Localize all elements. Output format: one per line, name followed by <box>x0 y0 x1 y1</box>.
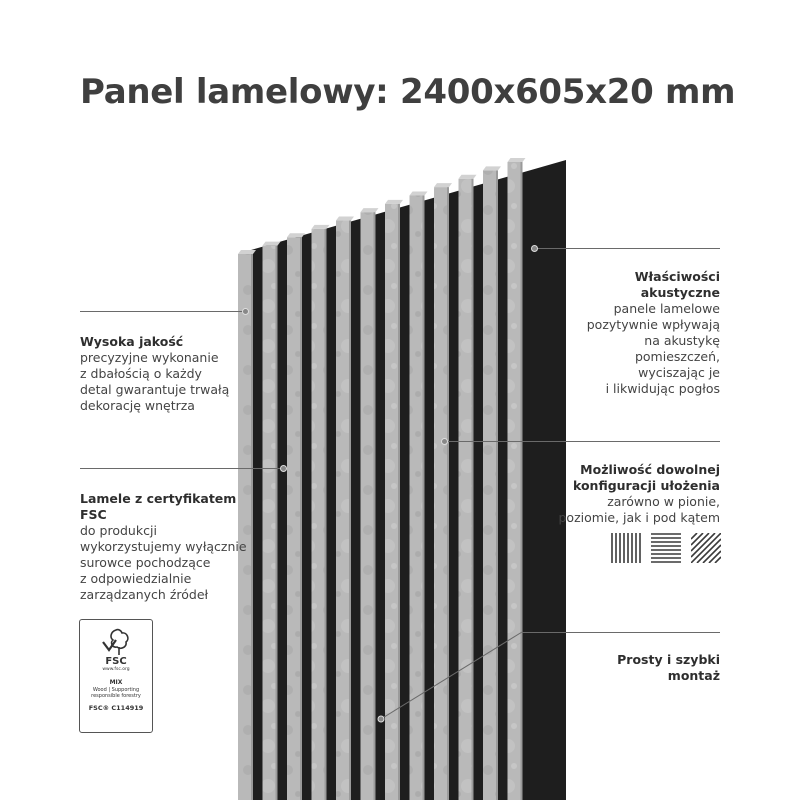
feature-acoustic-line: wyciszając je <box>638 365 720 380</box>
fsc-code: FSC® C114919 <box>88 704 144 712</box>
fsc-tree-checkmark-icon <box>99 626 133 656</box>
fsc-mix: MIX <box>109 679 123 686</box>
fsc-certificate-label <box>79 619 153 733</box>
fsc-url: www.fsc.org <box>102 667 130 672</box>
feature-acoustic-line: pozytywnie wpływają <box>586 317 720 332</box>
feature-acoustic-heading: akustyczne <box>640 285 720 300</box>
feature-mounting-heading: Prosty i szybki <box>617 652 720 667</box>
feature-configuration <box>559 462 721 526</box>
feature-fsc-line: surowce pochodzące <box>80 555 211 570</box>
page-title: Panel lamelowy: 2400x605x20 mm <box>80 72 736 112</box>
feature-acoustic-heading: Właściwości <box>634 269 720 284</box>
feature-fsc-line: z odpowiedzialnie <box>80 571 192 586</box>
feature-configuration-line: poziomie, jak i pod kątem <box>558 510 720 525</box>
fsc-line2: responsible forestry <box>91 693 141 699</box>
feature-quality <box>80 334 229 414</box>
feature-fsc-slats <box>80 491 247 603</box>
feature-configuration-line: zarówno w pionie, <box>607 494 720 509</box>
feature-fsc-line: do produkcji <box>80 523 157 538</box>
feature-fsc-line: wykorzystujemy wyłącznie <box>80 539 247 554</box>
feature-fsc-heading: FSC <box>80 507 107 522</box>
feature-acoustic-line: na akustykę <box>644 333 720 348</box>
horizontal-stripes-icon <box>651 534 681 562</box>
fsc-logo-text: FSC <box>105 656 127 667</box>
feature-quality-line: detal gwarantuje trwałą <box>80 382 230 397</box>
layout-pattern-icons <box>611 533 721 565</box>
feature-quality-line: dekorację wnętrza <box>80 398 195 413</box>
feature-acoustic-line: i likwidując pogłos <box>605 381 720 396</box>
feature-configuration-heading: Możliwość dowolnej <box>580 462 720 477</box>
feature-acoustic <box>587 269 720 397</box>
fsc-line1: Wood | Supporting <box>92 687 140 693</box>
feature-fsc-line: zarządzanych źródeł <box>80 587 209 602</box>
feature-quality-line: precyzyjne wykonanie <box>80 350 219 365</box>
feature-quality-heading: Wysoka jakość <box>80 334 184 349</box>
feature-mounting-heading: montaż <box>667 668 720 683</box>
feature-acoustic-line: pomieszczeń, <box>634 349 720 364</box>
feature-mounting <box>617 652 720 684</box>
diagonal-stripes-icon <box>691 533 721 563</box>
feature-quality-line: z dbałością o każdy <box>80 366 202 381</box>
feature-acoustic-line: panele lamelowe <box>613 301 720 316</box>
vertical-stripes-icon <box>612 533 640 563</box>
feature-configuration-heading: konfiguracji ułożenia <box>572 478 720 493</box>
feature-fsc-heading: Lamele z certyfikatem <box>80 491 237 506</box>
